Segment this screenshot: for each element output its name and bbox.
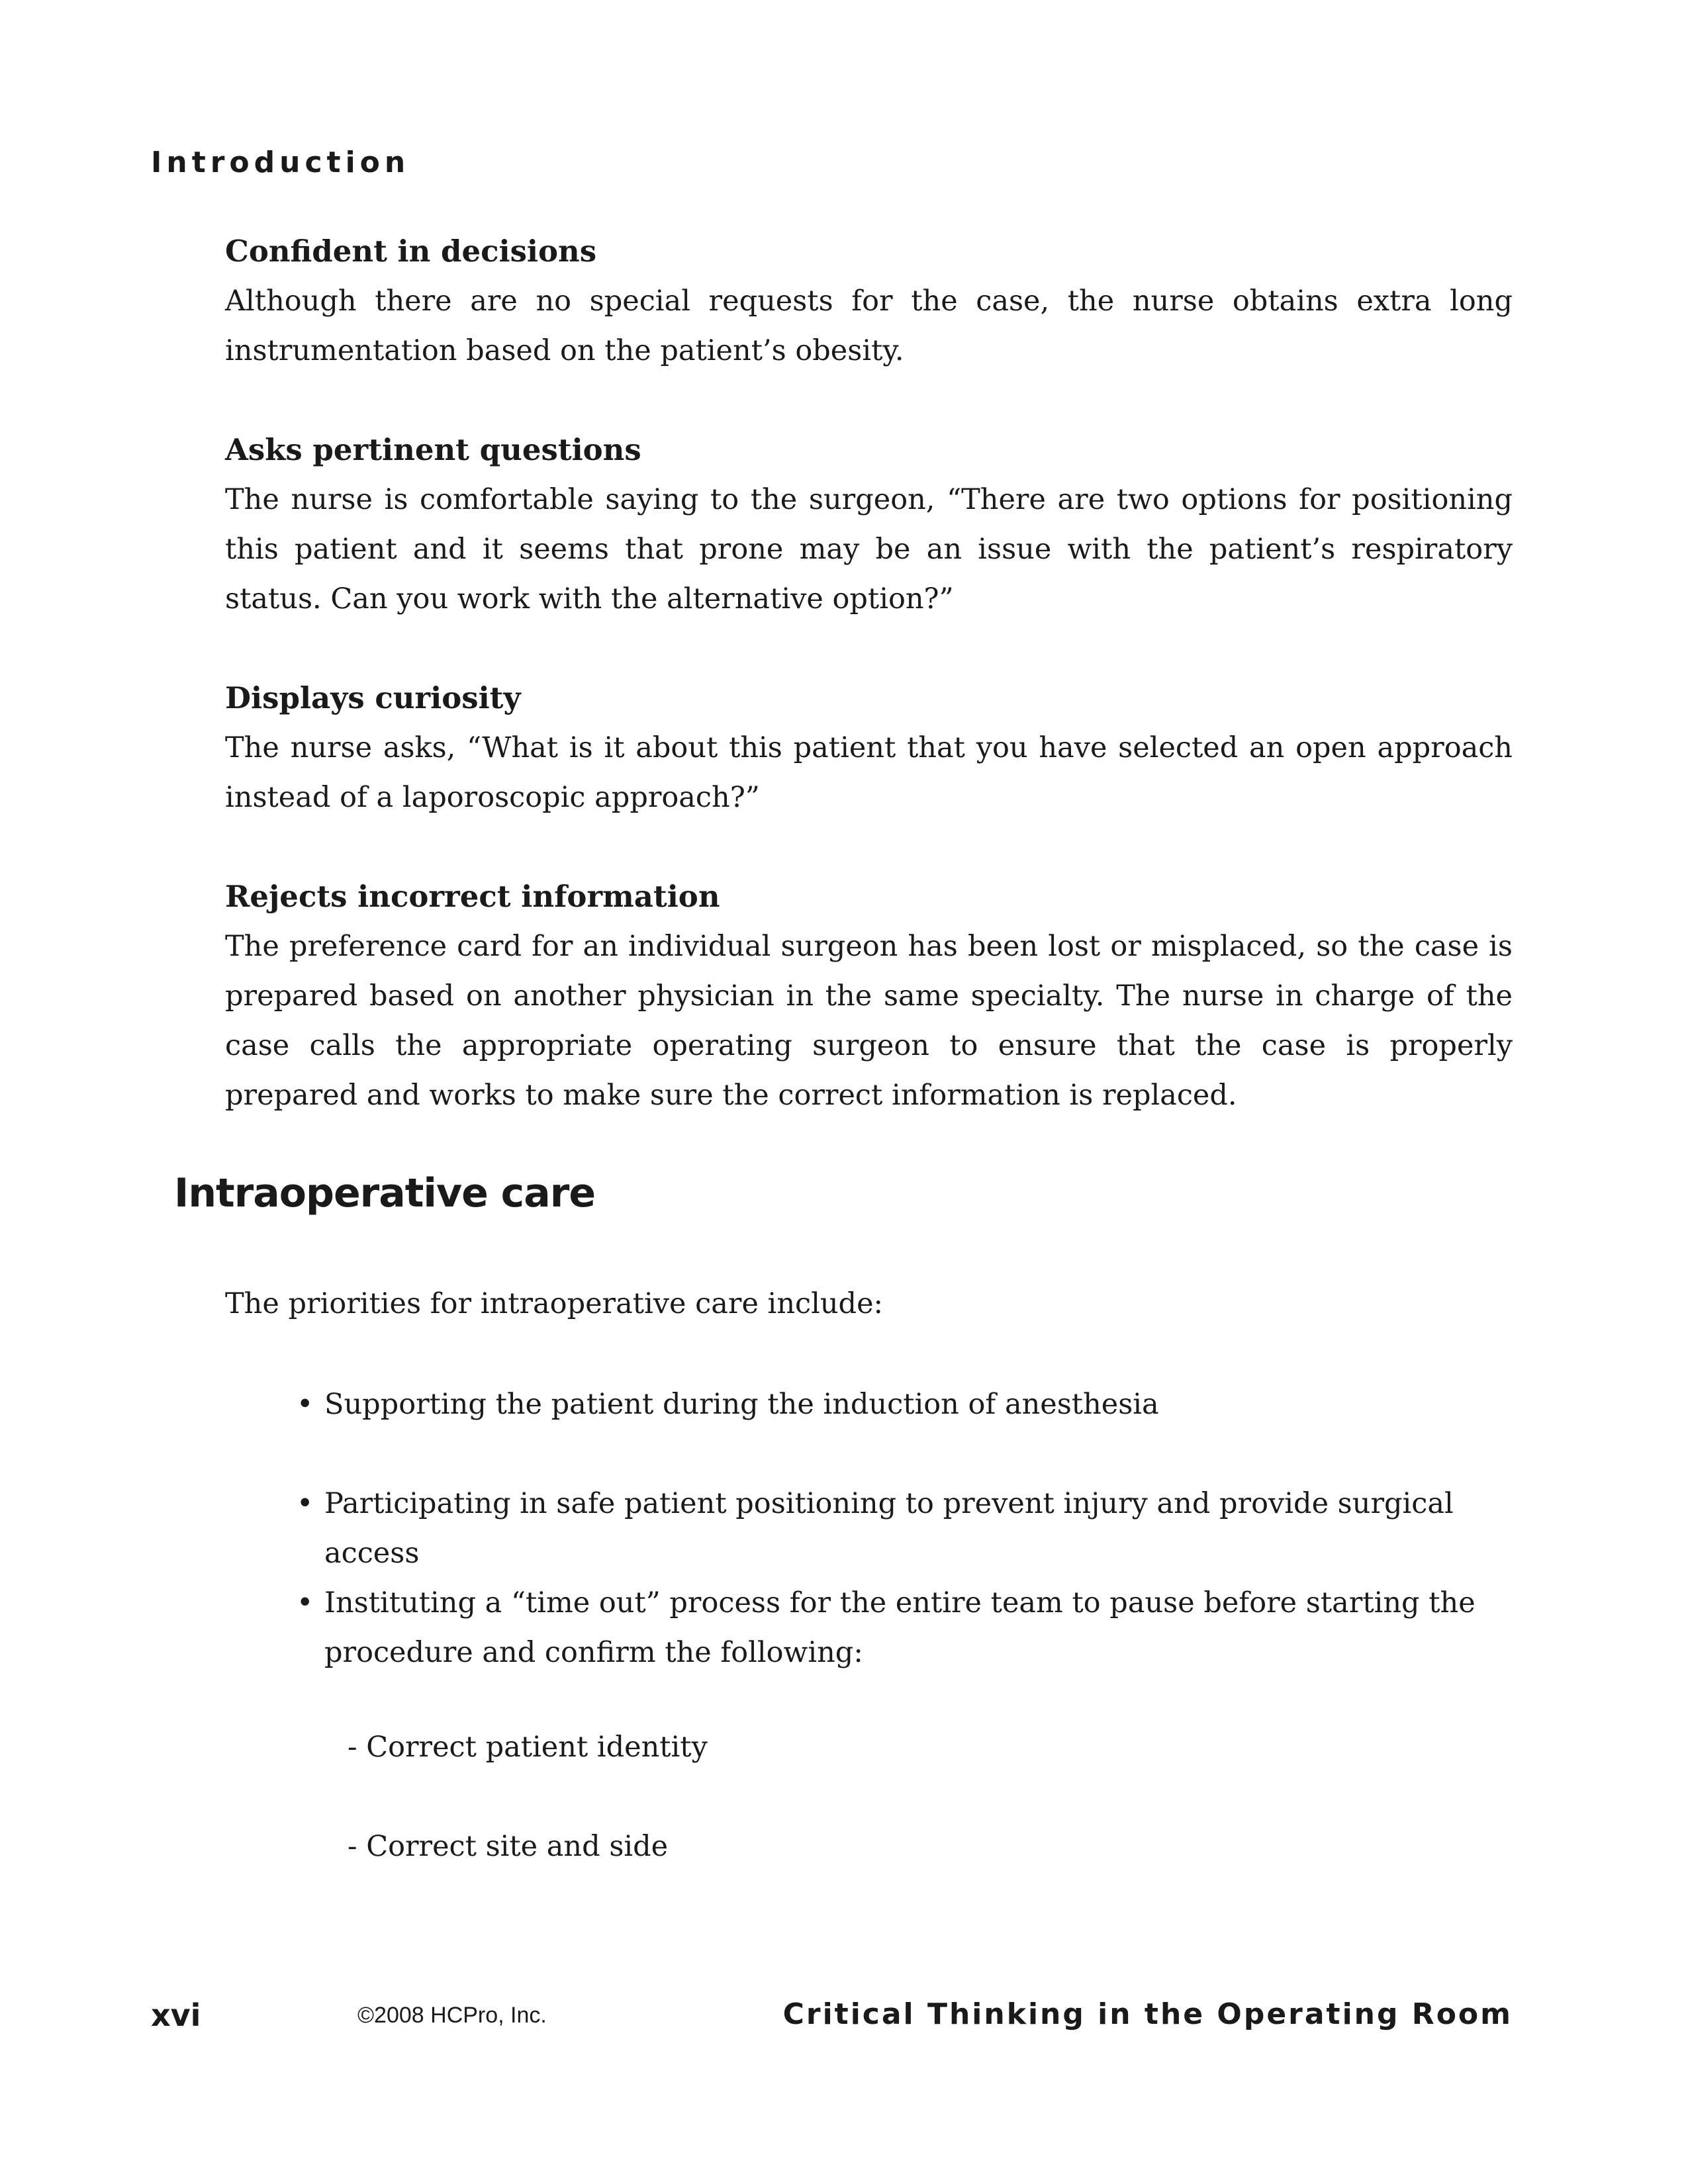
bullet-marker: • [297,1586,314,1619]
bullet-marker: • [297,1388,314,1421]
list-item-text: Participating in safe patient positioning to prevent injury and provide surgical access [324,1487,1454,1570]
list-item [297,1578,1515,1678]
bullet-marker: • [297,1487,314,1520]
section-rejects-incorrect-information [225,877,1513,1120]
section-heading: Rejects incorrect information [225,879,720,914]
section-confident-in-decisions [225,232,1513,376]
section-heading: Asks pertinent questions [225,432,641,467]
section-body: The preference card for an individual surgeon has been lost or misplaced, so the case is prepared based on another physician in the same specialty. The nurse in charge of the case calls the appropriate operating surgeon to ensure that the case is properly prepared and works to make sure the correct information is replaced. [225,930,1513,1112]
section-title-intraoperative-care: Intraoperative care [174,1170,596,1216]
sub-list-item: - Correct patient identity [348,1731,708,1764]
running-head: Introduction [151,146,410,179]
section-body: Although there are no special requests for the case, the nurse obtains extra long instrumentation based on the patient’s obesity. [225,285,1513,367]
book-title: Critical Thinking in the Operating Room [782,1997,1513,2031]
copyright-notice: ©2008 HCPro, Inc. [357,2003,547,2028]
section-asks-pertinent-questions [225,430,1513,624]
section-heading: Confident in decisions [225,234,597,269]
list-item [297,1380,1515,1430]
section-displays-curiosity [225,678,1513,823]
list-item-text: Supporting the patient during the induction of anesthesia [324,1388,1159,1421]
priorities-intro: The priorities for intraoperative care include: [225,1287,883,1320]
sub-list-item: - Correct site and side [348,1830,669,1863]
section-heading: Displays curiosity [225,680,521,715]
section-body: The nurse asks, “What is it about this patient that you have selected an open approach instead of a laporoscopic approach?” [225,731,1513,814]
list-item-text: Instituting a “time out” process for the entire team to pause before starting the procedure and confirm the following: [324,1586,1476,1669]
list-item [297,1479,1515,1578]
section-body: The nurse is comfortable saying to the surgeon, “There are two options for positioning this patient and it seems that prone may be an issue with the patient’s respiratory status. Can you work with the alternative option?” [225,483,1513,615]
page-number: xvi [151,1997,201,2033]
